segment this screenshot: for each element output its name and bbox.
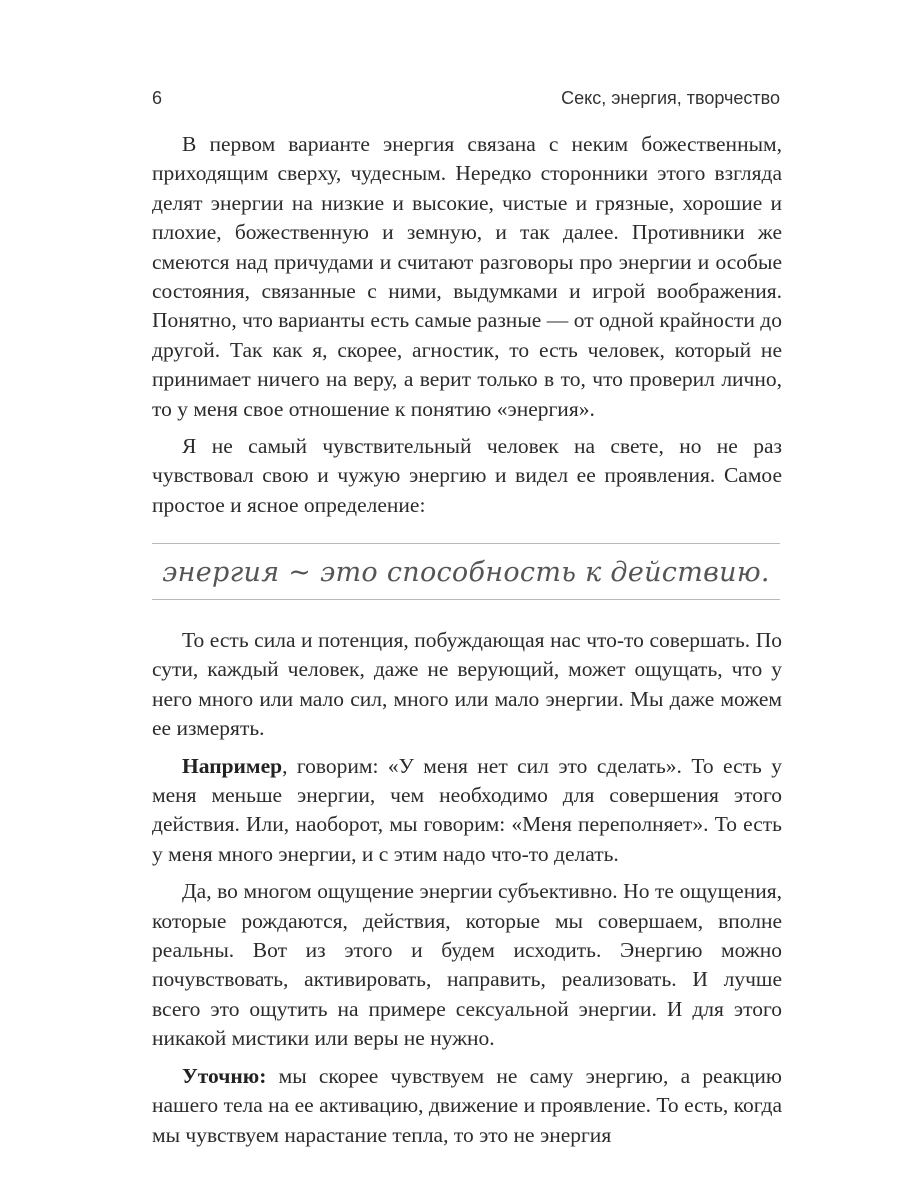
clarification-text: мы скорее чувствуем не саму энергию, а реакцию нашего тела на ее активацию, движение и проявление. То есть, когда мы чувствуем нарастание тепла, то это не энергия — [152, 1063, 782, 1147]
paragraph-strength-potency: То есть сила и потенция, побуждающая нас что-то совершать. По сути, каждый человек, даже не верующий, может ощущать, что у него много или мало сил, много или мало энергии. Мы даже можем ее измерять. — [152, 628, 782, 741]
page-number: 6 — [152, 88, 163, 108]
body-text-top — [152, 130, 782, 528]
clarification-lead: Уточню: — [182, 1063, 267, 1088]
paragraph-subjectivity: Да, во многом ощущение энергии субъективно. Но те ощущения, которые рождаются, действия, которые мы совершаем, вполне реальны. Вот из этого и будем исходить. Энергию можно почувствовать, активировать, направить, реализовать. И лучше всего это ощутить на примере сексуальной энергии. И для этого никакой мистики или веры не нужно. — [152, 879, 782, 1051]
body-text-bottom — [152, 626, 782, 1158]
paragraph-example — [152, 752, 782, 870]
energy-definition-callout: энергия ~ это способность к действию. — [162, 557, 770, 588]
paragraph-definition-intro: Я не самый чувствительный человек на свете, но не раз чувствовал свою и чужую энергию и видел ее проявления. Самое простое и ясное определение: — [152, 434, 782, 517]
callout-bottom-rule — [152, 599, 780, 600]
running-header — [152, 88, 780, 114]
running-title: Секс, энергия, творчество — [561, 88, 780, 108]
example-lead: Например — [182, 753, 283, 778]
callout-top-rule — [152, 543, 780, 544]
paragraph-clarification — [152, 1062, 782, 1150]
paragraph-energy-views: В первом варианте энергия связана с неким божественным, приходящим сверху, чудесным. Нередко сторонники этого взгляда делят энергии на низкие и высокие, чистые и грязные, хорошие и плохие, божественную и земную, и так далее. Противники же смеются над причудами и считают разговоры про энергии и особые состояния, связанные с ними, выдумками и игрой воображения. Понятно, что варианты есть самые разные — от одной крайности до другой. Так как я, скорее, агностик, то есть человек, который не принимает ничего на веру, а верит только в то, что проверил лично, то у меня свое отношение к понятию «энергия». — [152, 132, 782, 421]
example-text: , говорим: «У меня нет сил это сделать». То есть у меня меньше энергии, чем необходимо для совершения этого действия. Или, наоборот, мы говорим: «Меня переполняет». То есть у меня много энергии, и с этим надо что-то делать. — [152, 753, 782, 866]
